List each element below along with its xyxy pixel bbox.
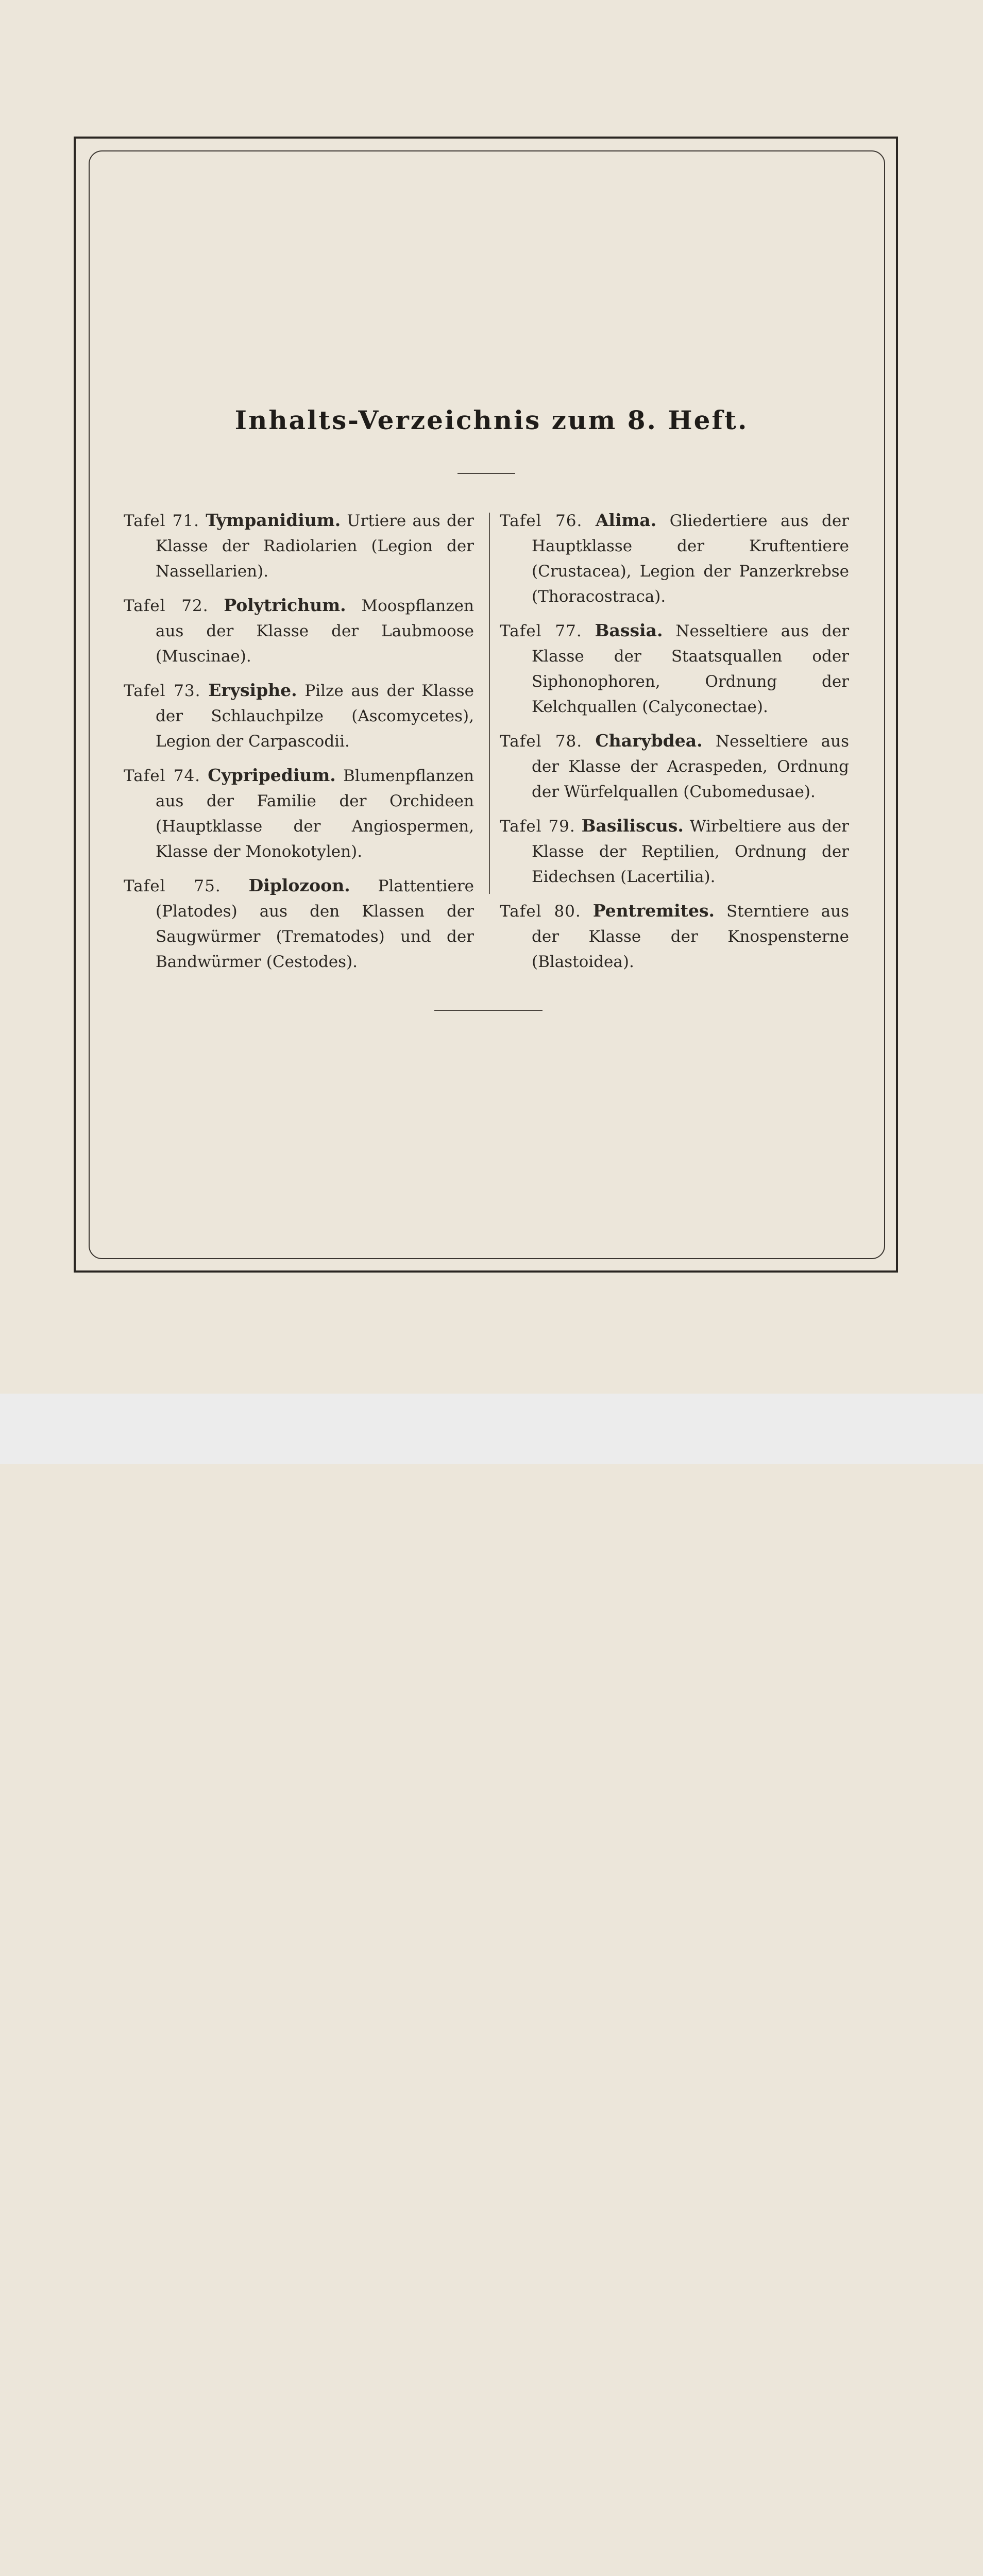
entry-description: Pilze aus der Klasse der Schlauchpilze (Ascomycetes), Legion der Carpascodii. (156, 682, 474, 751)
species-name: Diplozoon. (248, 875, 350, 895)
plate-number: Tafel 75. (124, 877, 221, 895)
entry-description: Blumenpflanzen aus der Familie der Orchideen (Hauptklasse der Angiospermen, Klasse der Monokotylen). (156, 767, 474, 861)
species-name: Basiliscus. (581, 816, 684, 836)
contents-entry (124, 762, 474, 865)
contents-entry (500, 507, 849, 609)
title-rule (457, 473, 515, 474)
bottom-rule (434, 1010, 543, 1011)
species-name: Polytrichum. (224, 595, 346, 615)
plate-number: Tafel 79. (500, 817, 575, 836)
species-name: Alima. (595, 510, 657, 530)
plate-number: Tafel 71. (124, 512, 199, 530)
entry-description: Urtiere aus der Klasse der Radiolarien (Legion der Nassellarien). (156, 512, 474, 581)
footer-bar (0, 1394, 983, 1464)
contents-column-left (124, 507, 474, 983)
plate-number: Tafel 76. (500, 512, 583, 530)
entry-description: Plattentiere (Platodes) aus den Klassen der Saugwürmer (Trematodes) und der Bandwürmer (Cestodes). (156, 877, 474, 971)
species-name: Cypripedium. (208, 765, 336, 785)
contents-entry (500, 898, 849, 975)
plate-number: Tafel 80. (500, 902, 581, 921)
contents-entry (124, 592, 474, 669)
contents-entry (500, 728, 849, 805)
plate-number: Tafel 72. (124, 597, 209, 615)
entry-description: Gliedertiere aus der Hauptklasse der Kruftentiere (Crustacea), Legion der Panzerkrebse (Thoracostraca). (532, 512, 850, 606)
contents-column-right (500, 507, 849, 983)
species-name: Tympanidium. (206, 510, 341, 530)
species-name: Charybdea. (595, 731, 703, 751)
plate-number: Tafel 78. (500, 732, 583, 751)
contents-entry (500, 813, 849, 890)
species-name: Erysiphe. (208, 680, 297, 700)
contents-entry (124, 507, 474, 584)
entry-description: Nesseltiere aus der Klasse der Staatsquallen oder Siphonophoren, Ordnung der Kelchquallen (Calyconectae). (532, 622, 850, 716)
plate-number: Tafel 73. (124, 682, 201, 700)
entry-description: Wirbeltiere aus der Klasse der Reptilien, Ordnung der Eidechsen (Lacertilia). (532, 817, 849, 886)
species-name: Bassia. (595, 620, 663, 640)
plate-number: Tafel 77. (500, 622, 582, 640)
page-title: Inhalts-Verzeichnis zum 8. Heft. (234, 405, 749, 435)
contents-entry (124, 873, 474, 975)
species-name: Pentremites. (592, 901, 715, 921)
entry-description: Moospflanzen aus der Klasse der Laubmoose (Muscinae). (156, 597, 474, 666)
plate-number: Tafel 74. (124, 767, 201, 785)
entry-description: Sterntiere aus der Klasse der Knospensterne (Blastoidea). (532, 902, 850, 971)
contents-entry (124, 677, 474, 754)
entry-description: Nesseltiere aus der Klasse der Acraspeden, Ordnung der Würfelquallen (Cubomedusae). (532, 732, 850, 801)
contents-entry (500, 618, 849, 720)
column-divider (489, 513, 490, 894)
